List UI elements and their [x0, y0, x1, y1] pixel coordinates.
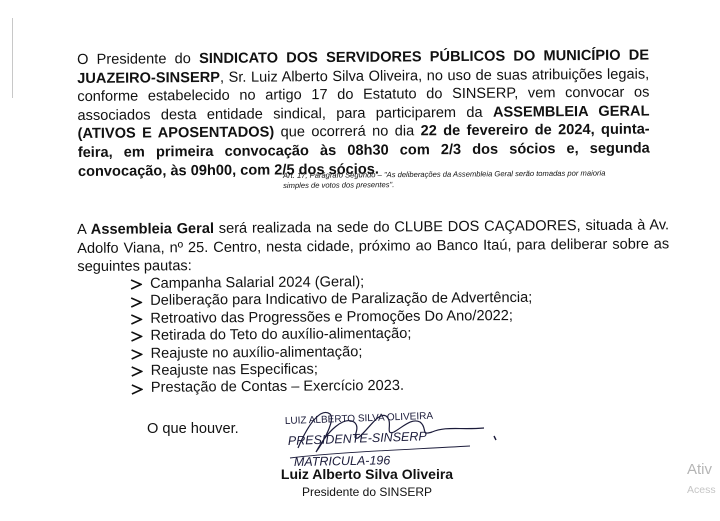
- arrow-bullet-icon: [131, 366, 151, 378]
- agenda-item: Campanha Salarial 2024 (Geral);: [130, 273, 532, 294]
- activation-watermark-sub: Acess: [687, 484, 716, 496]
- intro-text-3: que ocorrerá no dia: [274, 123, 421, 141]
- venue-text: A: [77, 221, 91, 238]
- agenda-item: Reajuste nas Especificas;: [131, 360, 533, 381]
- agenda-item: Retirada do Teto do auxílio-alimentação;: [130, 325, 532, 346]
- stamp-line-2: PRESIDENTE-SINSERP: [287, 429, 427, 448]
- venue-text-2: será realizada na sede do CLUBE DOS CAÇADORES, situada à Av. Adolfo Viana, nº 25. Centro, nesta cidade, próximo ao Banco Itaú, para deliberar sobre as seguintes pautas:: [77, 216, 670, 275]
- signatory-name: Luiz Alberto Silva Oliveira: [280, 466, 454, 482]
- arrow-bullet-icon: [131, 383, 151, 395]
- agenda-item: Retroativo das Progressões e Promoções Do Ano/2022;: [130, 308, 532, 329]
- union-name: SINDICATO DOS SERVIDORES PÚBLICOS DO MUNICÍPIO DE JUAZEIRO-SINSERP: [77, 47, 650, 87]
- signature-stamp: [270, 400, 500, 475]
- agenda-item: Prestação de Contas – Exercício 2023.: [131, 377, 533, 398]
- stamp-line-1: LUIZ ALBERTO SILVA OLIVEIRA: [284, 410, 434, 427]
- agenda-item: Deliberação para Indicativo de Paralização de Advertência;: [130, 290, 532, 311]
- signatory-role: Presidente do SINSERP: [301, 485, 433, 499]
- activation-watermark: Ativ: [687, 461, 713, 478]
- agenda-item: Reajuste no auxílio-alimentação;: [131, 342, 533, 363]
- assembly-title: ASSEMBLEIA GERAL (ATIVOS E APOSENTADOS): [77, 102, 650, 142]
- stamp-line-3: MATRICULA-196: [293, 453, 391, 469]
- closing-text: O que houver.: [147, 421, 239, 437]
- intro-text-2: , Sr. Luiz Alberto Silva Oliveira, no uso de suas atribuições legais, conforme estabelecido no artigo 17 do Estatuto do SINSERP, vem convocar os associados desta entidade sindical, para participarem da: [77, 65, 650, 124]
- article-note: Art. 17, Parágrafo Segundo – "As deliberações da Assembleia Geral serão tomadas por maioria simples de votos dos presentes".: [283, 168, 606, 190]
- scan-edge-line: [12, 18, 13, 98]
- arrow-bullet-icon: [130, 313, 150, 325]
- arrow-bullet-icon: [130, 331, 150, 343]
- arrow-bullet-icon: [130, 279, 150, 291]
- arrow-bullet-icon: [130, 296, 150, 308]
- convocation-paragraph: [77, 46, 650, 181]
- assembly-date: 22 de fevereiro de 2024, quinta-feira, em primeira convocação às 08h30 com 2/3 dos sócios e, segunda convocação, às 09h00, com 2/5 dos sócios.: [77, 121, 650, 180]
- intro-text: O Presidente do: [77, 50, 200, 68]
- venue-bold: Assembleia Geral: [90, 220, 215, 238]
- arrow-bullet-icon: [131, 348, 151, 360]
- venue-paragraph: [77, 216, 669, 276]
- agenda-list: [130, 273, 533, 398]
